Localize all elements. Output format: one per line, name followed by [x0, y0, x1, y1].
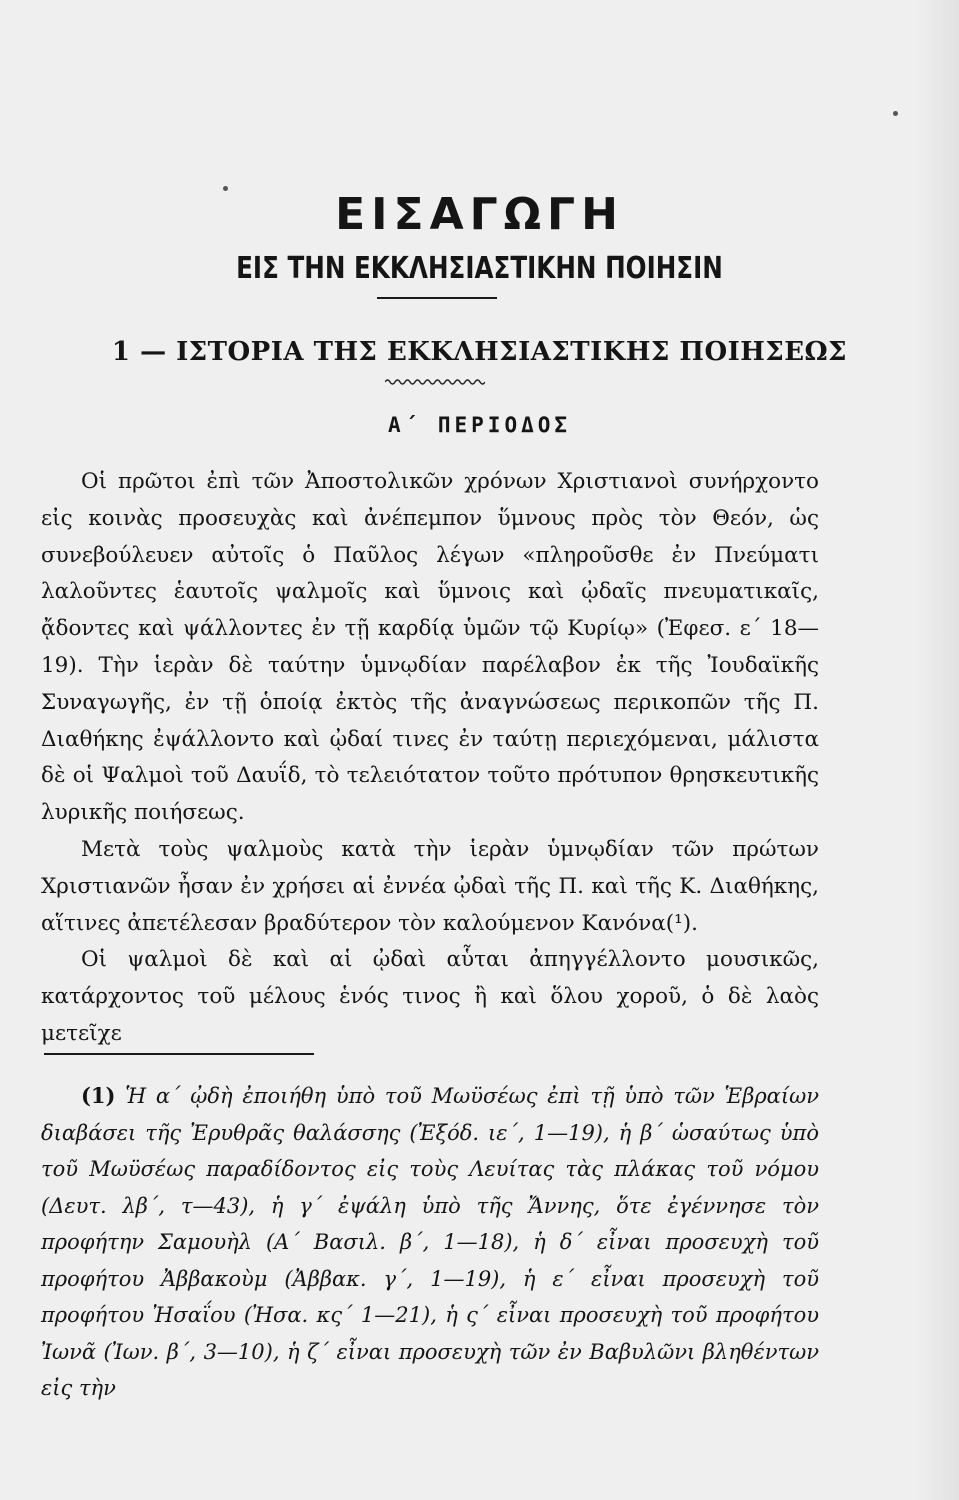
paragraph: Μετὰ τοὺς ψαλμοὺς κατὰ τὴν ἱερὰν ὑμνῳδίαν τῶν πρώτων Χριστιανῶν ἦσαν ἐν χρήσει αἱ ἐννέα ᾠδαὶ τῆς Π. καὶ τῆς Κ. Διαθήκης, αἵτινες ἀπετέλεσαν βραδύτερον τὸν καλούμενον Κανόνα(¹).	[41, 836, 819, 936]
footnote-divider	[44, 1053, 314, 1055]
footnote	[41, 1078, 819, 1407]
body-text	[41, 464, 819, 1053]
print-speck	[893, 111, 898, 116]
section-heading: 1 — ΙΣΤΟΡΙΑ ΤΗΣ ΕΚΚΛΗΣΙΑΣΤΙΚΗΣ ΠΟΙΗΣΕΩΣ	[111, 337, 848, 367]
wavy-divider	[385, 378, 485, 386]
footnote-marker: (1)	[81, 1083, 116, 1108]
paragraph: Οἱ ψαλμοὶ δὲ καὶ αἱ ᾠδαὶ αὗται ἀπηγγέλλοντο μουσικῶς, κατάρχοντος τοῦ μέλους ἑνός τινος ἢ καὶ ὅλου χοροῦ, ὁ δὲ λαὸς μετεῖχε	[41, 947, 819, 1046]
page-title: ΕΙΣΑΓΩΓΗ	[335, 189, 624, 240]
paragraph: Οἱ πρῶτοι ἐπὶ τῶν Ἀποστολικῶν χρόνων Χριστιανοὶ συνήρχοντο εἰς κοινὰς προσευχὰς καὶ ἀνέπεμπον ὕμνους πρὸς τὸν Θεόν, ὡς συνεβούλευεν αὐτοῖς ὁ Παῦλος λέγων «πληροῦσθε ἐν Πνεύματι λαλοῦντες ἑαυτοῖς ψαλμοῖς καὶ ὕμνοις καὶ ᾠδαῖς πνευματικαῖς, ᾄδοντες καὶ ψάλλοντες ἐν τῇ καρδίᾳ ὑμῶν τῷ Κυρίῳ» (Ἐφεσ. ε΄ 18—19). Τὴν ἱερὰν δὲ ταύτην ὑμνῳδίαν παρέλαβον ἐκ τῆς Ἰουδαϊκῆς Συναγωγῆς, ἐν τῇ ὁποίᾳ ἐκτὸς τῆς ἀναγνώσεως περικοπῶν τῆς Π. Διαθήκης ἐψάλλοντο καὶ ᾠδαί τινες ἐν ταύτῃ περιεχόμεναι, μάλιστα δὲ οἱ Ψαλμοὶ τοῦ Δαυΐδ, τὸ τελειότατον τοῦτο πρότυπον θρησκευτικῆς λυρικῆς ποιήσεως.	[41, 469, 819, 826]
period-heading: Α΄ ΠΕΡΙΟΔΟΣ	[387, 413, 572, 437]
title-divider	[377, 297, 497, 299]
footnote-paragraph	[41, 1078, 819, 1407]
footnote-text: Ἡ α΄ ᾠδὴ ἐποιήθη ὑπὸ τοῦ Μωϋσέως ἐπὶ τῇ ὑπὸ τῶν Ἑβραίων διαβάσει τῆς Ἐρυθρᾶς θαλάσσης (Ἐξόδ. ιε΄, 1—19), ἡ β΄ ὡσαύτως ὑπὸ τοῦ Μωϋσέως παραδίδοντος εἰς τοὺς Λευίτας τὰς πλάκας τοῦ νόμου (Δευτ. λβ΄, τ—43), ἡ γ΄ ἐψάλη ὑπὸ τῆς Ἄννης, ὅτε ἐγέννησε τὸν προφήτην Σαμουὴλ (Α΄ Βασιλ. β΄, 1—18), ἡ δ΄ εἶναι προσευχὴ τοῦ προφήτου Ἀββακοὺμ (Ἀββακ. γ΄, 1—19), ἡ ε΄ εἶναι προσευχὴ τοῦ προφήτου Ἠσαΐου (Ἠσα. κς΄ 1—21), ἡ ς΄ εἶναι προσευχὴ τοῦ προφήτου Ἰωνᾶ (Ἰων. β΄, 3—10), ἡ ζ΄ εἶναι προσευχὴ τῶν ἐν Βαβυλῶνι βληθέντων εἰς τὴν	[41, 1084, 819, 1400]
page-subtitle: ΕΙΣ ΤΗΝ ΕΚΚΛΗΣΙΑΣΤΙΚΗΝ ΠΟΙΗΣΙΝ	[236, 251, 723, 286]
